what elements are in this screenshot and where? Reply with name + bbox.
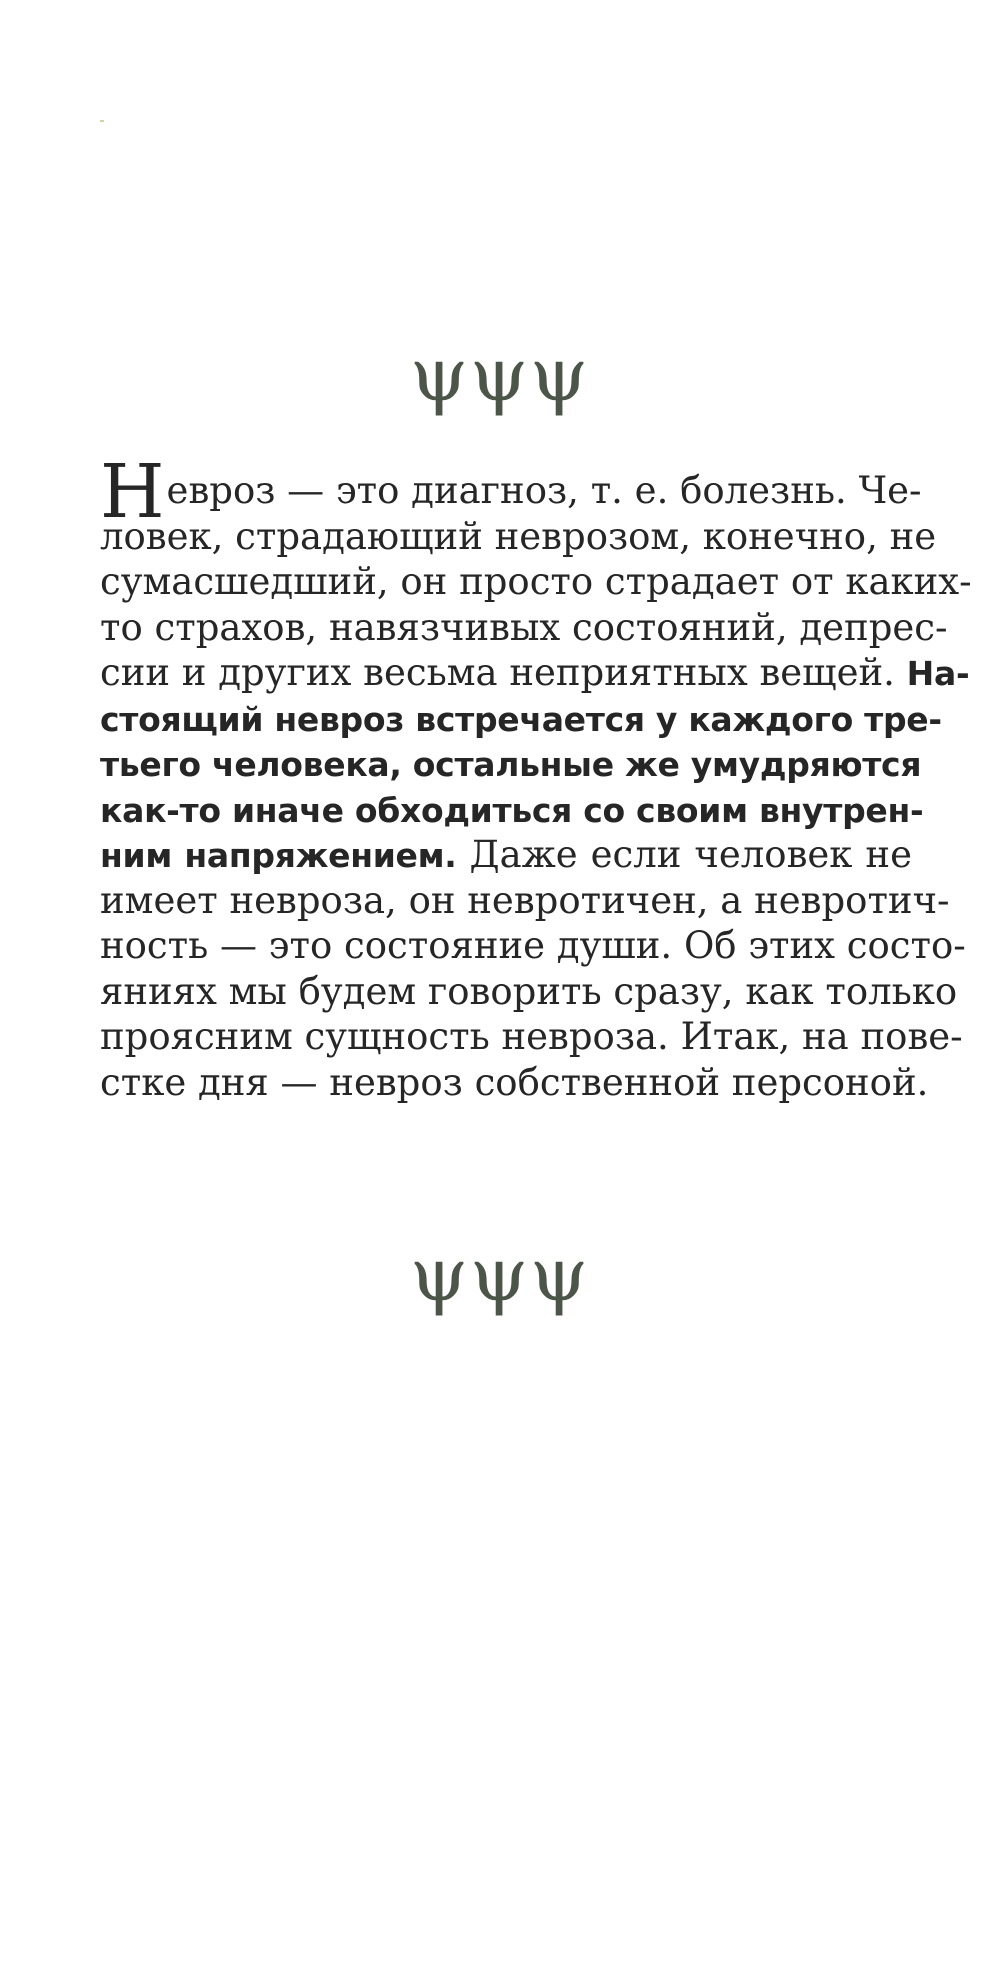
text-segment: ность — это состояние души. Об этих состо- [100,924,966,967]
text-segment: яниях мы будем говорить сразу, как только [100,969,958,1013]
text-line [100,878,950,924]
text-line [100,741,922,787]
text-segment: евроз — это диагноз, т. е. болезнь. Че- [166,469,922,512]
bold-text-segment: тьего человека, остальные же умудряются [100,745,922,784]
text-line [100,514,937,560]
bold-text-segment: ним напряжением. [100,836,457,875]
text-segment: сумасшедший, он просто страдает от каких- [100,560,972,603]
text-line [100,559,972,605]
text-segment: стке дня — невроз собственной персоной. [100,1060,929,1104]
text-segment: сии и других весьма неприятных вещей. [100,651,907,694]
text-segment: проясним сущность невроза. Итак, на пове- [100,1015,963,1058]
text-line [100,969,958,1015]
bold-text-segment: На- [906,654,970,693]
text-segment: имеет невроза, он невротичен, а невротич- [100,878,950,922]
text-line [100,787,924,833]
bold-text-segment: как-то иначе обходиться со своим внутрен- [100,790,924,830]
text-line [100,832,912,878]
bottom-ornament: ψψψ [409,1232,591,1318]
text-line [100,923,966,969]
text-line [100,650,970,696]
text-line [100,449,922,535]
text-line [100,696,942,742]
text-segment: ловек, страдающий неврозом, конечно, не [100,514,937,558]
text-segment: Даже если человек не [456,833,912,876]
text-line [100,605,948,651]
main-paragraph [100,449,972,1105]
speck [100,120,104,122]
top-ornament: ψψψ [409,332,591,418]
drop-cap: Н [100,449,165,535]
text-line [100,1060,929,1106]
text-line [100,1014,963,1060]
text-segment: то страхов, навязчивых состояний, депрес- [100,605,948,649]
bold-text-segment: стоящий невроз встречается у каждого тре- [100,699,942,739]
